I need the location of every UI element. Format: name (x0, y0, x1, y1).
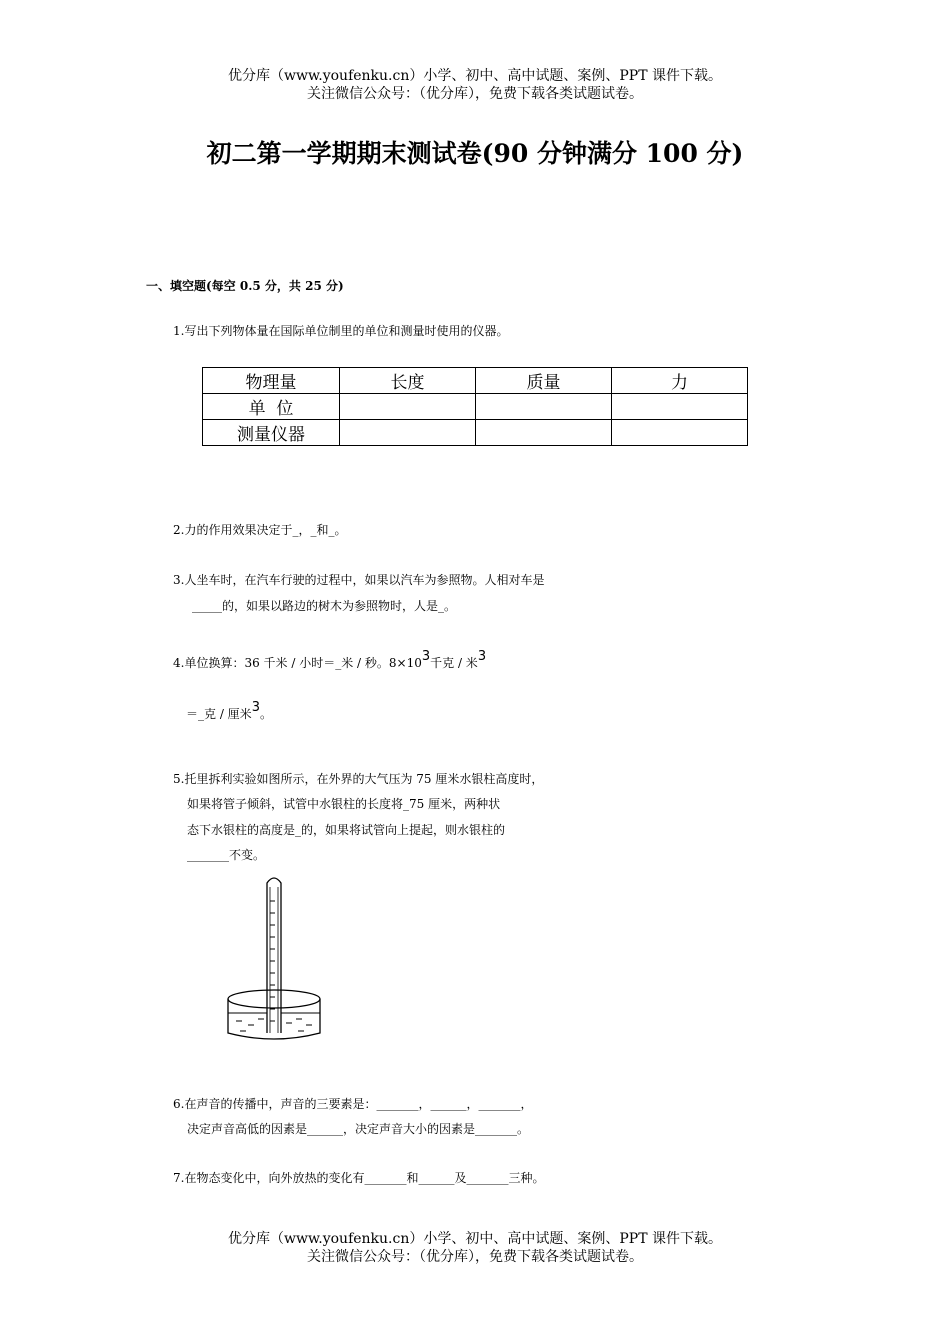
table-cell[interactable] (340, 420, 476, 446)
footer-line-2: 关注微信公众号：（优分库），免费下载各类试题试卷。 (307, 1249, 643, 1265)
table-cell: 物理量 (203, 368, 340, 394)
table-cell[interactable] (612, 420, 748, 446)
table-cell: 力 (612, 368, 748, 394)
header-line-1: 优分库（www.youfenku.cn）小学、初中、高中试题、案例、PPT 课件下载。 (227, 68, 722, 84)
units-table (202, 367, 748, 446)
tube-scale-ticks (270, 901, 275, 1021)
table-row (203, 368, 748, 394)
table-row (203, 394, 748, 420)
question-3-line-1: 3.人坐车时，在汽车行驶的过程中，如果以汽车为参照物。人相对车是 (173, 573, 545, 587)
page-title: 初二第一学期期末测试卷(90 分钟满分 100 分) (206, 139, 744, 168)
q4-text-a: 4.单位换算：36 千米 / 小时＝_米 / 秒。8×10 (173, 656, 422, 670)
table-row (203, 420, 748, 446)
question-6-line-1: 6.在声音的传播中，声音的三要素是：_______，______，_______， (173, 1097, 533, 1111)
question-5-line-3: 态下水银柱的高度是_的，如果将试管向上提起，则水银柱的 (187, 823, 506, 837)
table-cell[interactable] (340, 394, 476, 420)
dish-rim (228, 990, 320, 1008)
table-cell[interactable] (476, 394, 612, 420)
q4-text-b: 千克 / 米 (430, 656, 478, 670)
section-heading: 一、填空题(每空 0.5 分，共 25 分) (146, 279, 344, 293)
question-5-line-4: _______不变。 (187, 848, 266, 862)
question-1: 1.写出下列物体量在国际单位制里的单位和测量时使用的仪器。 (173, 324, 509, 338)
question-5-line-1: 5.托里拆利实验如图所示，在外界的大气压为 75 厘米水银柱高度时， (173, 772, 544, 786)
table-cell[interactable] (612, 394, 748, 420)
torricelli-apparatus-figure (222, 873, 326, 1045)
table-cell: 单 位 (203, 394, 340, 420)
question-4-line-2 (186, 700, 272, 722)
question-2: 2.力的作用效果决定于_，_和_。 (173, 523, 347, 537)
header-line-2: 关注微信公众号：（优分库），免费下载各类试题试卷。 (307, 86, 643, 102)
table-cell: 长度 (340, 368, 476, 394)
question-4-line-1 (173, 649, 487, 671)
question-3-line-2: _____的，如果以路边的树木为参照物时，人是_。 (192, 599, 457, 613)
q4-text-d: 。 (259, 707, 272, 721)
footer-line-1: 优分库（www.youfenku.cn）小学、初中、高中试题、案例、PPT 课件下载。 (227, 1231, 722, 1247)
question-7: 7.在物态变化中，向外放热的变化有_______和______及_______三种。 (173, 1171, 545, 1185)
table-cell: 测量仪器 (203, 420, 340, 446)
q4-text-c: ＝_克 / 厘米 (186, 707, 252, 721)
q4-exponent: 3 (477, 649, 487, 664)
q4-exponent: 3 (251, 700, 260, 715)
table-cell[interactable] (476, 420, 612, 446)
table-cell: 质量 (476, 368, 612, 394)
q4-exponent: 3 (421, 649, 431, 664)
question-5-line-2: 如果将管子倾斜，试管中水银柱的长度将_75 厘米，两种状 (187, 797, 501, 811)
question-6-line-2: 决定声音高低的因素是______，决定声音大小的因素是_______。 (187, 1122, 530, 1136)
